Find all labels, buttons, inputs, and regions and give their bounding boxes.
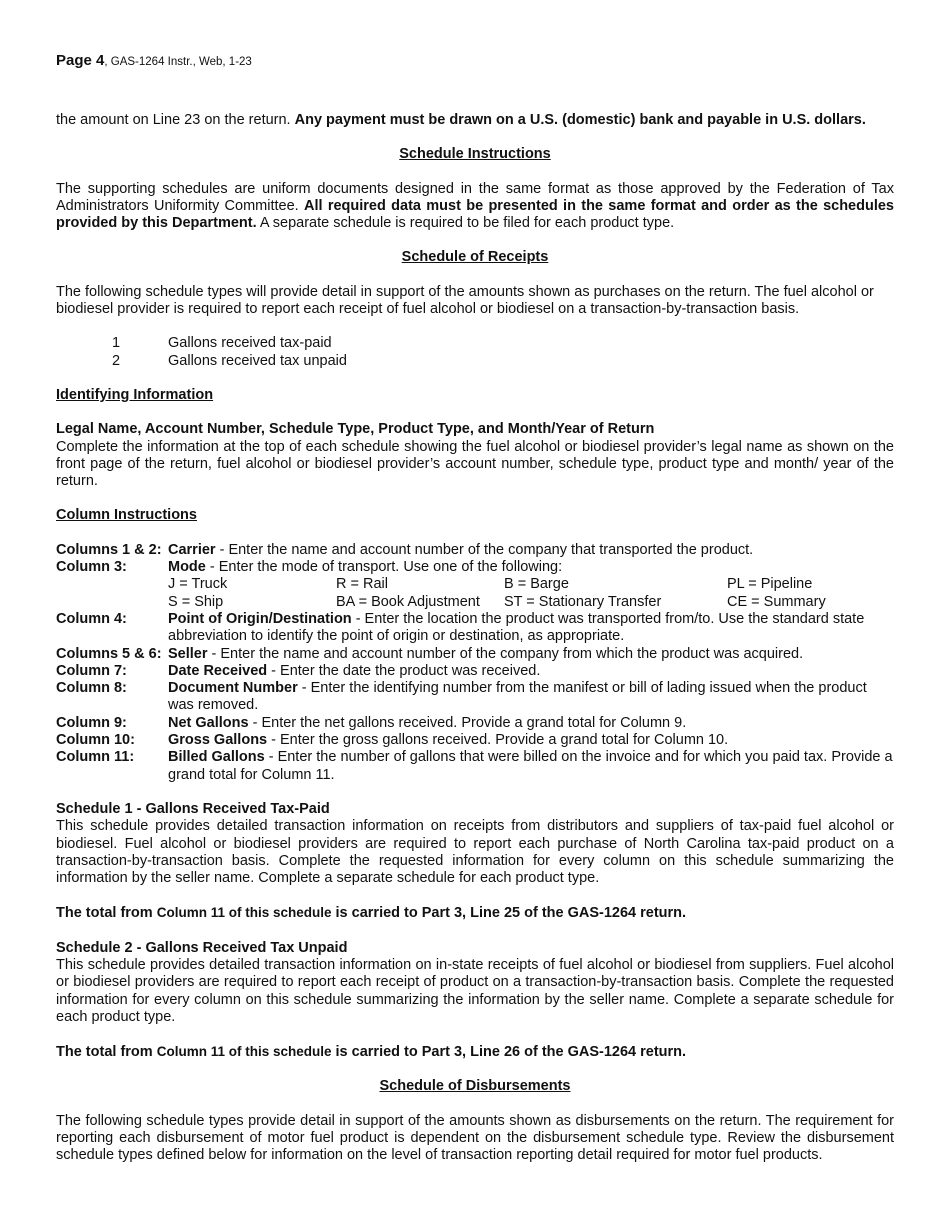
column-label: Columns 5 & 6: [56,645,162,662]
column-desc: - Enter the gross gallons received. Provide a grand total for Column 10. [267,732,729,749]
list-item [56,335,894,352]
intro-paragraph [56,112,894,129]
schedule-2-total-note [56,1043,894,1061]
column-instructions-heading: Column Instructions [56,507,197,524]
schedule-instructions-paragraph [56,181,894,233]
list-item-number: 1 [112,335,121,352]
total-note-b: Column 11 of this schedule [156,1044,332,1060]
column-instructions-list [56,542,894,784]
column-entry [56,732,894,749]
identifying-subheading: Legal Name, Account Number, Schedule Type, Product Type, and Month/Year of Return [56,421,655,438]
column-label: Column 9: [56,714,127,731]
list-item-label: Gallons received tax unpaid [168,352,347,369]
schedule-1-heading: Schedule 1 - Gallons Received Tax-Paid [56,800,330,817]
column-desc: - Enter the name and account number of the company that transported the product. [215,541,754,558]
column-entry [56,646,894,663]
column-term: Seller [168,645,208,662]
total-note-b: Column 11 of this schedule [156,905,332,921]
disbursements-heading: Schedule of Disbursements [379,1078,571,1095]
identifying-heading: Identifying Information [56,386,214,403]
identifying-paragraph: Complete the information at the top of each schedule showing the fuel alcohol or biodiesel provider’s legal name as shown on the front page of the return, fuel alcohol or biodiesel provider’s account number, schedule type, product type and month/ year of the return. [56,438,894,490]
column-entry [56,749,894,784]
schedule-1-total-note [56,904,894,922]
mode-code: BA = Book Adjustment [336,593,480,610]
list-item [56,353,894,370]
column-desc: - Enter the location the product was transported from/to. Use the standard state abbreviation to identify the point of origin or destination, as appropriate. [168,610,865,645]
column-term: Mode [168,559,206,576]
column-desc: - Enter the identifying number from the manifest or bill of lading issued when the product was removed. [168,680,867,714]
mode-code: R = Rail [336,576,388,593]
column-term: Billed Gallons [168,749,265,766]
intro-bold-text: Any payment must be drawn on a U.S. (domestic) bank and payable in U.S. dollars. [294,112,866,128]
column-entry [56,715,894,732]
column-label: Column 3: [56,559,127,576]
column-term: Point of Origin/Destination [168,610,352,627]
receipt-types-list [56,335,894,370]
disbursements-paragraph: The following schedule types provide detail in support of the amounts shown as disbursements on the return. The requirement for reporting each disbursement of motor fuel product is dependent on the disbursement schedule type. Review the disbursement schedule types defined below for information on the level of transaction reporting detail required for motor fuel products. [56,1112,894,1164]
column-term: Carrier [168,541,216,558]
total-note-c: is carried to Part 3, Line 25 of the GAS-1264 return. [331,905,687,922]
schedule-instructions-text: The supporting schedules are uniform documents designed in the same format as those approved by the Federation of Tax Administrators Uniformity Committee. [56,180,894,214]
mode-code: PL = Pipeline [727,576,813,593]
column-desc: - Enter the number of gallons that were billed on the invoice and for which you paid tax. Provide a grand total for Column 11. [168,749,893,783]
column-desc: - Enter the date the product was received. [267,662,541,679]
column-term: Date Received [168,662,268,679]
page-number: Page 4 [56,52,105,69]
total-note-a: The total from [56,905,157,922]
mode-codes-grid [168,576,894,611]
column-label: Column 7: [56,662,127,679]
column-desc: - Enter the mode of transport. Use one of the following: [205,559,563,576]
column-entry [56,680,894,715]
total-note-c: is carried to Part 3, Line 26 of the GAS-1264 return. [331,1044,687,1061]
schedule-1-paragraph: This schedule provides detailed transaction information on receipts from distributors and suppliers of tax-paid fuel alcohol or biodiesel. Fuel alcohol or biodiesel providers are required to report each purchase of North Carolina tax-paid product on a transaction-by-transaction basis. Complete the requested information for every column on this schedule summarizing the information by the seller name. Complete a separate schedule for each product type. [56,818,894,887]
list-item-label: Gallons received tax-paid [168,335,332,352]
mode-code: CE = Summary [727,593,826,610]
column-desc: - Enter the name and account number of the company from which the product was acquired. [207,645,804,662]
mode-code: B = Barge [504,576,569,593]
column-term: Document Number [168,680,298,697]
column-desc: - Enter the net gallons received. Provide a grand total for Column 9. [248,714,687,731]
column-entry [56,611,894,646]
schedule-2-paragraph: This schedule provides detailed transaction information on in-state receipts of fuel alcohol or biodiesel from suppliers. Fuel alcohol or biodiesel providers are required to report each receipt of product on a transaction-by-transaction basis. Complete the requested information for every column on this schedule summarizing the information by the seller name. Complete a separate schedule for each product type. [56,956,894,1025]
mode-code: J = Truck [168,576,228,593]
document-page [56,52,894,1165]
column-entry [56,542,894,559]
schedule-instructions-text-2: A separate schedule is required to be filed for each product type. [256,215,675,232]
mode-code: S = Ship [168,593,224,610]
column-label: Column 11: [56,749,135,766]
receipts-heading: Schedule of Receipts [401,249,549,266]
schedule-instructions-bold: All required data must be presented in the same format and order as the schedules provided by this Department. [56,197,894,232]
receipts-paragraph: The following schedule types will provide detail in support of the amounts shown as purchases on the return. The fuel alcohol or biodiesel provider is required to report each receipt of fuel alcohol or biodiesel on a transaction-by-transaction basis. [56,283,874,318]
column-entry [56,663,894,680]
schedule-instructions-heading: Schedule Instructions [399,146,551,163]
list-item-number: 2 [112,352,121,369]
column-entry [56,559,894,611]
column-term: Gross Gallons [168,732,268,749]
form-reference: , GAS-1264 Instr., Web, 1-23 [104,56,252,68]
intro-text: the amount on Line 23 on the return. [56,112,295,128]
page-header [56,52,894,71]
column-label: Column 4: [56,610,127,627]
column-label: Column 8: [56,680,127,697]
total-note-a: The total from [56,1044,157,1061]
column-label: Column 10: [56,732,135,749]
column-term: Net Gallons [168,714,249,731]
mode-code: ST = Stationary Transfer [504,593,662,610]
schedule-2-heading: Schedule 2 - Gallons Received Tax Unpaid [56,939,348,956]
column-label: Columns 1 & 2: [56,541,162,558]
